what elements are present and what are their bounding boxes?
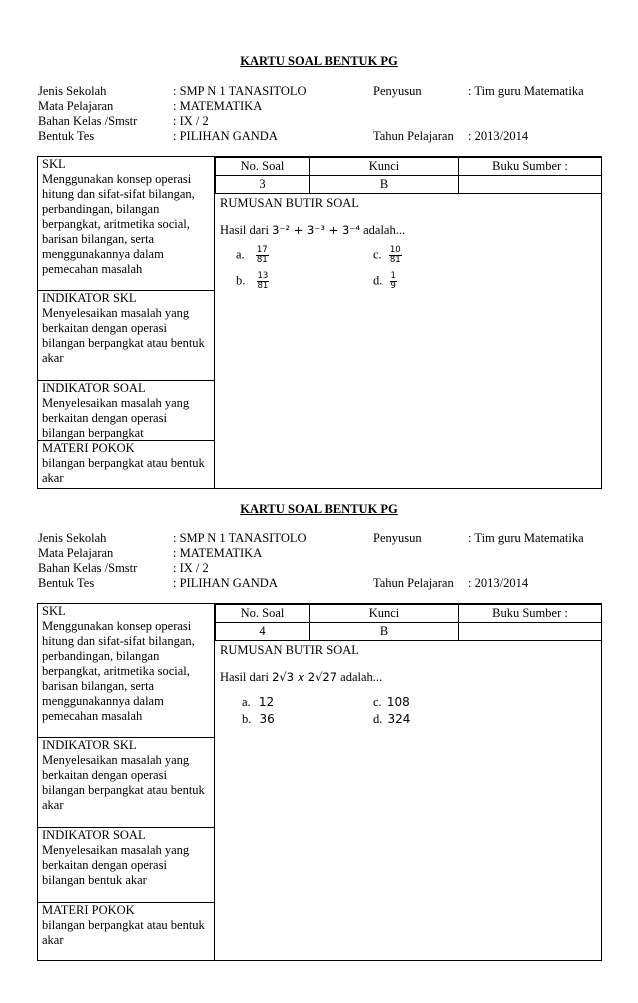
indikator-soal-label: INDIKATOR SOAL: [42, 828, 146, 842]
kunci-value: B: [310, 623, 459, 641]
indikator-skl-label: INDIKATOR SKL: [42, 738, 137, 752]
materi-pokok-text: bilangan berpangkat atau bentuk akar: [42, 918, 205, 947]
option-letter: a.: [242, 695, 251, 709]
jenis-sekolah-value: : SMP N 1 TANASITOLO: [173, 84, 307, 98]
option-letter: d.: [373, 273, 383, 288]
options: [220, 695, 596, 731]
option-letter: c.: [373, 695, 382, 709]
card-info: [38, 84, 608, 144]
option-fraction: [389, 246, 402, 265]
tahun-pelajaran-value: : 2013/2014: [468, 129, 529, 143]
kunci-label: Kunci: [310, 158, 459, 176]
fraction-numerator: 13: [257, 271, 269, 281]
option-fraction: [257, 272, 270, 291]
soal-header-table: [215, 604, 601, 641]
no-soal-label: No. Soal: [216, 605, 310, 623]
card-table: [37, 156, 602, 489]
kelas-label: Bahan Kelas /Smstr: [38, 114, 138, 128]
indikator-skl-label: INDIKATOR SKL: [42, 291, 137, 305]
option-c: [373, 246, 402, 265]
question-suffix: adalah...: [359, 223, 406, 237]
kelas-value: : IX / 2: [173, 114, 209, 128]
tahun-pelajaran-value: : 2013/2014: [468, 576, 529, 590]
indikator-skl-box: [38, 738, 214, 828]
indikator-soal-text: Menyelesaikan masalah yang berkaitan dengan operasi bilangan berpangkat: [42, 396, 190, 440]
skl-text: Menggunakan konsep operasi hitung dan sifat-sifat bilangan, perbandingan, bilangan berpangkat, aritmetika social, barisan bilangan, serta menggunakannya dalam pemecahan masalah: [42, 172, 195, 276]
skl-label: SKL: [42, 604, 66, 618]
bentuk-tes-label: Bentuk Tes: [38, 576, 95, 590]
option-b: [242, 712, 275, 727]
question-text: [220, 670, 596, 685]
question-prefix: Hasil dari: [220, 670, 273, 684]
tahun-pelajaran-label: Tahun Pelajaran: [373, 576, 454, 590]
fraction-denominator: 81: [389, 254, 401, 265]
materi-pokok-label: MATERI POKOK: [42, 903, 135, 917]
indikator-skl-text: Menyelesaikan masalah yang berkaitan dengan operasi bilangan berpangkat atau bentuk akar: [42, 753, 205, 812]
rumusan-label: RUMUSAN BUTIR SOAL: [220, 196, 359, 210]
option-fraction: [256, 246, 269, 265]
skl-box: [38, 157, 214, 291]
card-info: [38, 531, 608, 591]
skl-box: [38, 604, 214, 738]
bentuk-tes-value: : PILIHAN GANDA: [173, 129, 278, 143]
question-prefix: Hasil dari: [220, 223, 273, 237]
option-value: 12: [258, 695, 275, 709]
fraction-numerator: 17: [256, 245, 268, 255]
rumusan-area: [215, 641, 601, 733]
materi-pokok-box: [38, 441, 214, 488]
materi-pokok-text: bilangan berpangkat atau bentuk akar: [42, 456, 205, 485]
no-soal-value: 3: [216, 176, 310, 194]
option-a: [236, 246, 269, 265]
option-value: 108: [386, 695, 410, 709]
mata-pelajaran-label: Mata Pelajaran: [38, 99, 114, 113]
right-column: [215, 157, 602, 489]
option-letter: b.: [242, 712, 252, 726]
bentuk-tes-value: : PILIHAN GANDA: [173, 576, 278, 590]
mata-pelajaran-value: : MATEMATIKA: [173, 99, 263, 113]
card-title: KARTU SOAL BENTUK PG: [240, 54, 398, 68]
option-d: [373, 272, 397, 291]
jenis-sekolah-value: : SMP N 1 TANASITOLO: [173, 531, 307, 545]
rumusan-area: [215, 194, 601, 296]
option-letter: c.: [373, 247, 382, 262]
mata-pelajaran-value: : MATEMATIKA: [173, 546, 263, 560]
question-text: [220, 223, 596, 238]
materi-pokok-box: [38, 903, 214, 950]
buku-sumber-label: Buku Sumber :: [459, 158, 602, 176]
card-table: [37, 603, 602, 961]
option-b: [236, 272, 269, 291]
kelas-label: Bahan Kelas /Smstr: [38, 561, 138, 575]
right-column: [215, 604, 602, 961]
soal-header-table: [215, 157, 601, 194]
option-letter: d.: [373, 712, 383, 726]
fraction-numerator: 1: [390, 271, 396, 281]
penyusun-label: Penyusun: [373, 531, 422, 545]
no-soal-label: No. Soal: [216, 158, 310, 176]
indikator-soal-box: [38, 381, 214, 441]
option-c: [373, 695, 410, 710]
option-letter: b.: [236, 273, 246, 288]
skl-text: Menggunakan konsep operasi hitung dan sifat-sifat bilangan, perbandingan, bilangan berpangkat, aritmetika social, barisan bilangan, serta menggunakannya dalam pemecahan masalah: [42, 619, 195, 723]
card-title: KARTU SOAL BENTUK PG: [240, 502, 398, 516]
question-math: 2√3 𝑥 2√27: [272, 670, 338, 684]
buku-sumber-label: Buku Sumber :: [459, 605, 602, 623]
buku-sumber-value: [459, 623, 602, 641]
fraction-denominator: 9: [390, 280, 396, 291]
option-value: 36: [259, 712, 275, 726]
rumusan-label: RUMUSAN BUTIR SOAL: [220, 643, 359, 657]
indikator-soal-label: INDIKATOR SOAL: [42, 381, 146, 395]
penyusun-label: Penyusun: [373, 84, 422, 98]
tahun-pelajaran-label: Tahun Pelajaran: [373, 129, 454, 143]
mata-pelajaran-label: Mata Pelajaran: [38, 546, 114, 560]
question-math: 3⁻² + 3⁻³ + 3⁻⁴: [272, 223, 360, 237]
option-fraction: [390, 272, 397, 291]
kelas-value: : IX / 2: [173, 561, 209, 575]
fraction-numerator: 10: [389, 245, 401, 255]
kunci-value: B: [310, 176, 459, 194]
indikator-soal-text: Menyelesaikan masalah yang berkaitan dengan operasi bilangan bentuk akar: [42, 843, 190, 887]
penyusun-value: : Tim guru Matematika: [468, 531, 584, 545]
buku-sumber-value: [459, 176, 602, 194]
no-soal-value: 4: [216, 623, 310, 641]
left-column: [38, 157, 215, 489]
option-d: [373, 712, 410, 727]
skl-label: SKL: [42, 157, 66, 171]
bentuk-tes-label: Bentuk Tes: [38, 129, 95, 143]
fraction-denominator: 81: [257, 280, 269, 291]
jenis-sekolah-label: Jenis Sekolah: [38, 531, 107, 545]
indikator-soal-box: [38, 828, 214, 903]
kunci-label: Kunci: [310, 605, 459, 623]
penyusun-value: : Tim guru Matematika: [468, 84, 584, 98]
option-value: 324: [387, 712, 411, 726]
question-suffix: adalah...: [337, 670, 383, 684]
indikator-skl-box: [38, 291, 214, 381]
jenis-sekolah-label: Jenis Sekolah: [38, 84, 107, 98]
left-column: [38, 604, 215, 961]
options: [220, 246, 596, 294]
option-letter: a.: [236, 247, 245, 262]
indikator-skl-text: Menyelesaikan masalah yang berkaitan dengan operasi bilangan berpangkat atau bentuk akar: [42, 306, 205, 365]
option-a: [242, 695, 274, 710]
fraction-denominator: 81: [256, 254, 268, 265]
materi-pokok-label: MATERI POKOK: [42, 441, 135, 455]
